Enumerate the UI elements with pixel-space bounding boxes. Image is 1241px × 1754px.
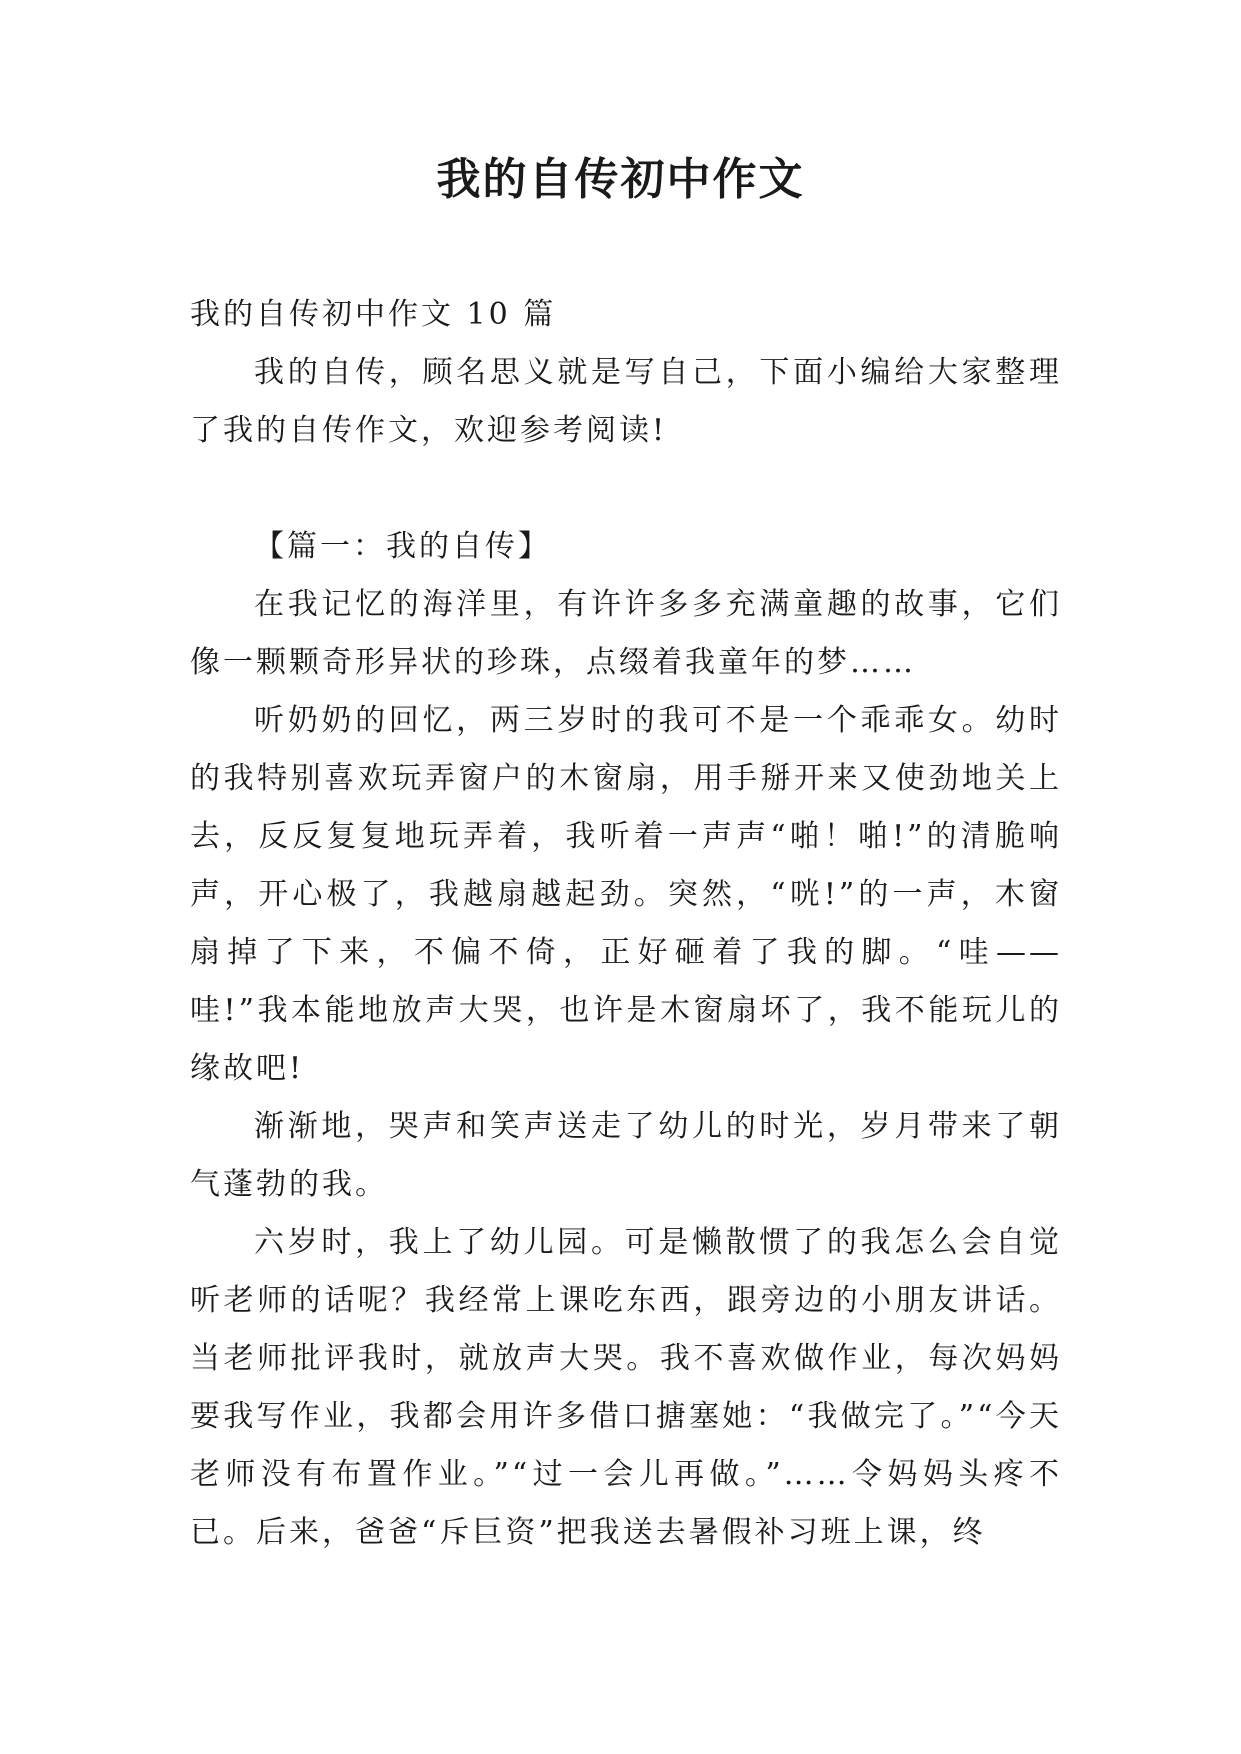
document-subtitle: 我的自传初中作文 10 篇 <box>190 297 557 332</box>
document-body <box>190 286 1062 1562</box>
page-title: 我的自传初中作文 <box>436 154 805 205</box>
body-paragraph: 渐渐地，哭声和笑声送走了幼儿的时光，岁月带来了朝气蓬勃的我。 <box>190 1109 1062 1202</box>
body-paragraph: 在我记忆的海洋里，有许许多多充满童趣的故事，它们像一颗颗奇形异状的珍珠，点缀着我童年的梦…… <box>190 587 1062 680</box>
intro-paragraph: 我的自传，顾名思义就是写自己，下面小编给大家整理了我的自传作文，欢迎参考阅读! <box>190 355 1062 448</box>
section-heading: 【篇一：我的自传】 <box>254 529 551 564</box>
body-paragraph: 六岁时，我上了幼儿园。可是懒散惯了的我怎么会自觉听老师的话呢？我经常上课吃东西，跟旁边的小朋友讲话。当老师批评我时，就放声大哭。我不喜欢做作业，每次妈妈要我写作业，我都会用许多借口搪塞她：“我做完了。”“今天老师没有布置作业。”“过一会儿再做。”……令妈妈头疼不已。后来，爸爸“斥巨资”把我送去暑假补习班上课，终 <box>190 1225 1062 1550</box>
body-paragraph: 听奶奶的回忆，两三岁时的我可不是一个乖乖女。幼时的我特别喜欢玩弄窗户的木窗扇，用手掰开来又使劲地关上去，反反复复地玩弄着，我听着一声声“啪！啪!”的清脆响声，开心极了，我越扇越起劲。突然，“咣!”的一声，木窗扇掉了下来，不偏不倚，正好砸着了我的脚。“哇——哇!”我本能地放声大哭，也许是木窗扇坏了，我不能玩儿的缘故吧! <box>190 703 1062 1086</box>
